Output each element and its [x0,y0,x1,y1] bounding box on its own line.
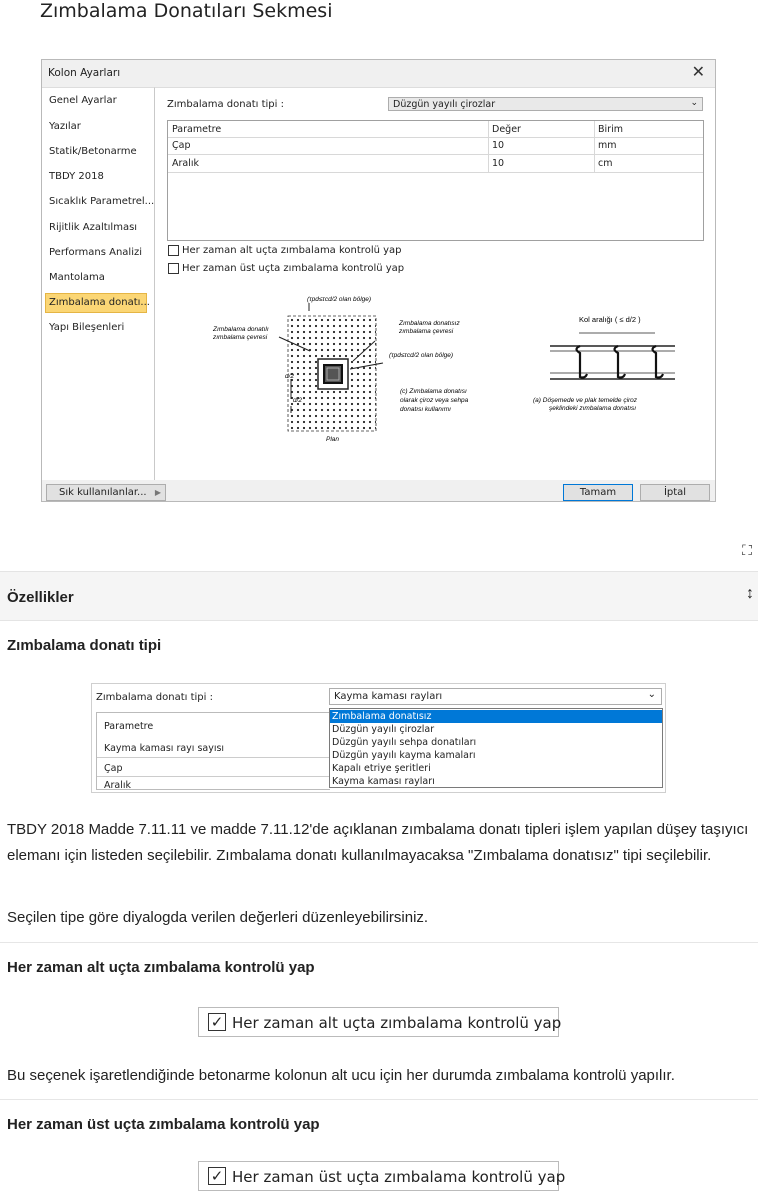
diagram-plan: Plan [326,436,340,443]
dropdown-option-stirrup[interactable]: Kapalı etriye şeritleri [332,763,431,774]
check-bottom-label: Her zaman alt uçta zımbalama kontrolü yap [182,245,402,256]
grid-cell-diameter-value[interactable]: 10 [492,140,505,151]
cancel-button[interactable]: İptal [640,484,710,501]
check-top-illustration-label: Her zaman üst uçta zımbalama kontrolü yap [232,1168,566,1186]
section-bottom-paragraph: Bu seçenek işaretlendiğinde betonarme kolonun alt ucu için her durumda zımbalama kontrolü yapılır. [7,1067,675,1084]
type-label: Zımbalama donatı tipi : [167,99,284,110]
favorites-button[interactable] [46,484,166,501]
diagram-right-label-2: zımbalama çevresi [399,328,454,335]
snippet-type-value: Kayma kaması rayları [334,691,443,702]
diagram-d2-a: d/2 [285,373,295,380]
snippet-type-combo[interactable] [329,688,662,705]
grid-header-unit: Birim [598,124,623,135]
sidebar-item-components[interactable]: Yapı Bileşenleri [49,322,125,333]
diagram-zone-right: (τpd≤τcd/2 olan bölge) [389,352,454,359]
parameter-grid [167,120,704,241]
grid-cell-spacing: Aralık [172,158,200,169]
section-type-paragraph-1: TBDY 2018 Madde 7.11.11 ve madde 7.11.12'de açıklanan zımbalama donatı tipleri işlem yapılan düşey taşıyıcı elemanı için listeden seçilebilir. Zımbalama donatı kullanılmayacaksa "Zımbalama donatısız" tipi seçilebilir. [7,821,749,864]
page-title: Zımbalama Donatıları Sekmesi [40,0,333,22]
grid-cell-diameter: Çap [172,140,191,151]
dropdown-option-shear-key[interactable]: Düzgün yayılı kayma kamaları [332,750,476,761]
chevron-down-icon: ⌄ [690,98,698,108]
dialog-content [155,87,715,480]
section-title-type: Zımbalama donatı tipi [7,637,162,654]
type-dropdown-snippet [91,683,666,793]
close-icon[interactable]: ✕ [691,62,705,81]
dialog-title: Kolon Ayarları [48,67,121,79]
punching-diagram [175,281,675,461]
diagram-left-label-2: zımbalama çevresi [213,334,268,341]
sidebar-item-punching[interactable]: Zımbalama donatı... [45,293,147,313]
diagram-spacing: Kol aralığı ( ≤ d/2 ) [579,315,641,324]
check-top-illustration [198,1161,566,1191]
snippet-row-param: Parametre [104,721,154,732]
dropdown-option-tie[interactable]: Düzgün yayılı çirozlar [332,724,435,735]
check-bottom-illustration-label: Her zaman alt uçta zımbalama kontrolü yap [232,1014,562,1032]
grid-cell-spacing-unit: cm [598,158,613,169]
check-top-label: Her zaman üst uçta zımbalama kontrolü yap [182,263,405,274]
sidebar-item-performance[interactable]: Performans Analizi [49,247,142,258]
snippet-row-diameter: Çap [104,763,123,774]
sidebar-item-tbdy[interactable]: TBDY 2018 [49,171,104,182]
grid-cell-spacing-value[interactable]: 10 [492,158,505,169]
sidebar-item-temperature[interactable]: Sıcaklık Parametrel... [49,196,155,207]
dialog-footer [42,479,715,503]
dropdown-option-chair[interactable]: Düzgün yayılı sehpa donatıları [332,737,477,748]
ok-button[interactable]: Tamam [563,484,633,501]
properties-header[interactable] [0,571,758,621]
type-combo[interactable] [388,97,703,111]
properties-title: Özellikler [7,589,74,606]
type-combo-value: Düzgün yayılı çirozlar [393,99,496,110]
diagram-caption-a-1: (a) Döşemede ve plak temelde çiroz [533,397,638,404]
checkbox-checked-icon[interactable]: ✓ [208,1013,226,1031]
sidebar-item-texts[interactable]: Yazılar [49,121,81,132]
diagram-caption-a-2: şeklindeki zımbalama donatısı [549,405,637,412]
section-type-paragraph-2: Seçilen tipe göre diyalogda verilen değerleri düzenleyebilirsiniz. [7,909,429,926]
chevron-right-icon: ▶ [154,488,161,497]
dropdown-option-rail[interactable]: Kayma kaması rayları [332,776,435,787]
snippet-type-label: Zımbalama donatı tipi : [96,692,213,703]
grid-cell-diameter-unit: mm [598,140,617,151]
diagram-caption-c-1: (c) Zımbalama donatısı [400,388,467,395]
sidebar [42,87,155,480]
check-top-box[interactable] [168,263,179,274]
dropdown-option-none[interactable]: Zımbalama donatısız [330,710,662,723]
divider [0,942,758,943]
sidebar-item-general[interactable]: Genel Ayarlar [49,95,117,106]
section-title-bottom: Her zaman alt uçta zımbalama kontrolü yap [7,959,315,976]
snippet-grid [96,712,330,790]
sort-toggle-icon[interactable]: ↕ [746,585,754,602]
diagram-zone-top: (τpd≤τcd/2 olan bölge) [307,296,372,303]
grid-header-value: Değer [492,124,521,135]
diagram-caption-c-3: donatısı kullanımı [400,406,451,413]
snippet-row-count: Kayma kaması rayı sayısı [104,743,225,754]
favorites-label: Sık kullanılanlar... [59,487,147,498]
checkbox-checked-icon[interactable]: ✓ [208,1167,226,1185]
diagram-d2-b: d/2 [293,397,303,404]
check-bottom-box[interactable] [168,245,179,256]
sidebar-item-stiffness[interactable]: Rijitlik Azaltılması [49,222,138,233]
diagram-left-label-1: Zımbalama donatılı [213,326,269,333]
chevron-down-icon: ⌄ [647,689,656,700]
type-dropdown-list [329,708,663,788]
grid-header-param: Parametre [172,124,222,135]
fullscreen-icon[interactable]: ⛶ [742,542,752,558]
sidebar-item-jacketing[interactable]: Mantolama [49,272,105,283]
sidebar-item-static[interactable]: Statik/Betonarme [49,146,137,157]
check-bottom-illustration [198,1007,562,1037]
section-title-top: Her zaman üst uçta zımbalama kontrolü yap [7,1116,320,1133]
diagram-caption-c-2: olarak çiroz veya sehpa [400,397,469,404]
snippet-row-spacing: Aralık [104,780,132,791]
diagram-right-label-1: Zımbalama donatısız [399,320,460,327]
column-settings-dialog [41,59,716,502]
divider [0,1099,758,1100]
